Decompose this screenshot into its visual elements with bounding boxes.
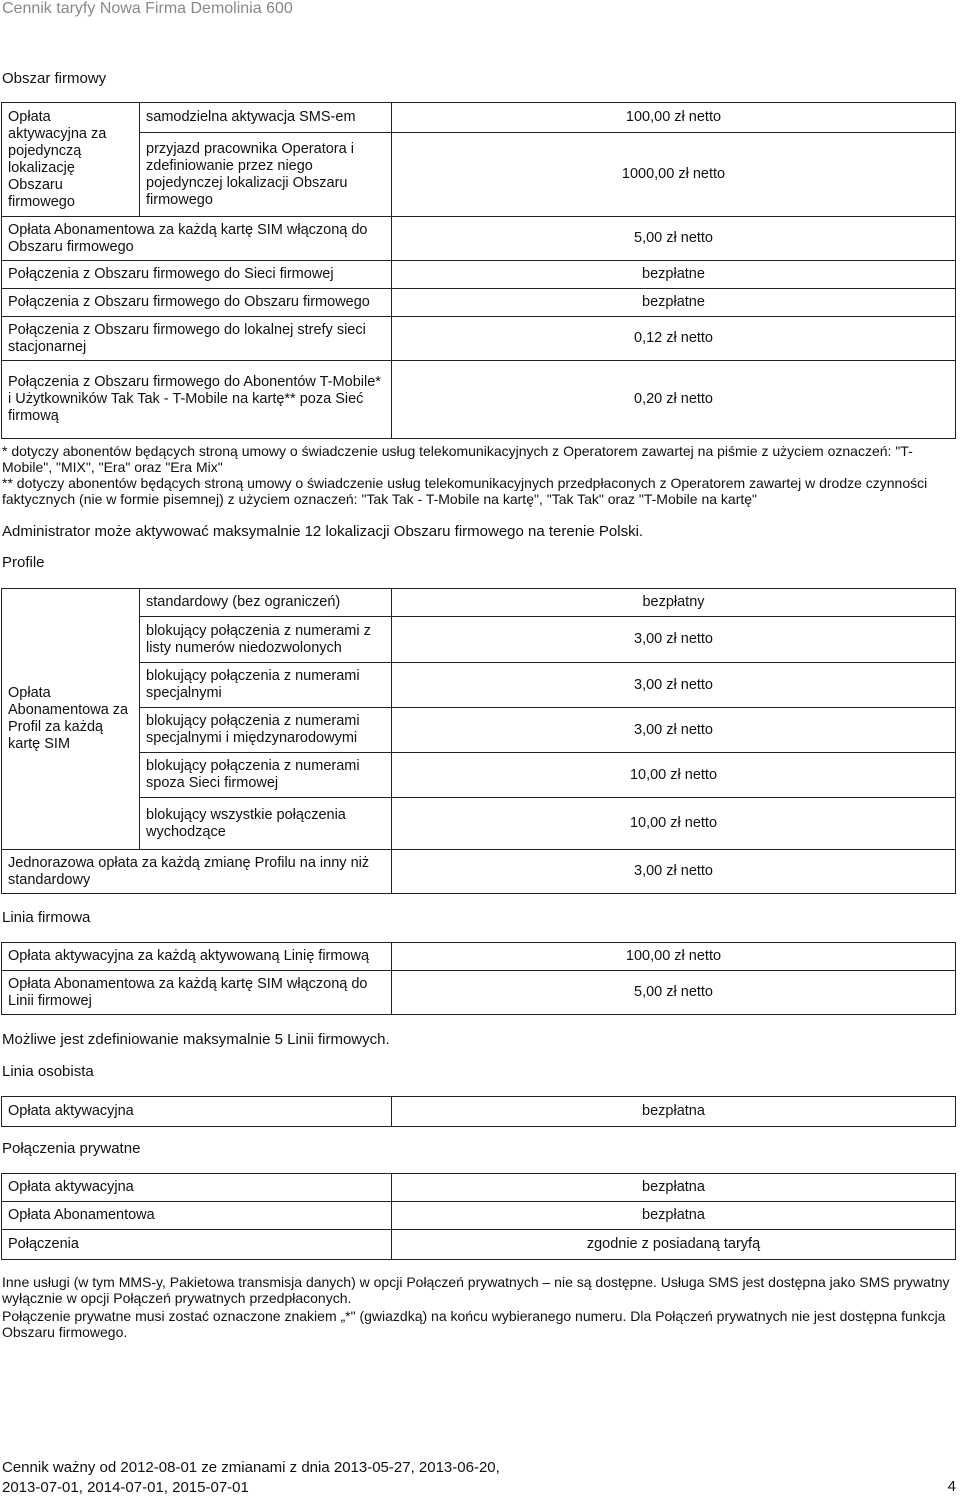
document-title: Cennik taryfy Nowa Firma Demolinia 600: [2, 0, 293, 17]
row-label: blokujący połączenia z numerami z listy numerów niedozwolonych: [140, 617, 392, 663]
table-row: [2, 971, 956, 1015]
admin-note: Administrator może aktywować maksymalnie 12 lokalizacji Obszaru firmowego na terenie Polski.: [2, 523, 644, 540]
row-value: 0,20 zł netto: [392, 361, 956, 439]
row-label-line2: i Użytkowników Tak Tak - T-Mobile na kartę** poza Sieć firmową: [8, 391, 364, 424]
table-row: [2, 217, 956, 261]
linia-firmowa-table: [1, 942, 956, 1015]
table-row: [2, 103, 956, 133]
row-value: bezpłatne: [392, 261, 956, 289]
table-row: [2, 617, 956, 663]
row-value: 3,00 zł netto: [392, 663, 956, 708]
row-label: Opłata aktywacyjna: [2, 1174, 392, 1202]
row-label: blokujący połączenia z numerami specjalnymi i międzynarodowymi: [140, 708, 392, 753]
row-value: 3,00 zł netto: [392, 850, 956, 894]
row-value: 10,00 zł netto: [392, 753, 956, 798]
table-row: [2, 753, 956, 798]
sms-activation-value: 100,00 zł netto: [392, 103, 956, 133]
row-label: Połączenia: [2, 1230, 392, 1260]
profile-table: [1, 588, 956, 894]
row-value: bezpłatna: [392, 1202, 956, 1230]
footer-validity-line2: 2013-07-01, 2014-07-01, 2015-07-01: [2, 1479, 249, 1496]
table-row: [2, 1174, 956, 1202]
row-label: blokujący połączenia z numerami spoza Sieci firmowej: [140, 753, 392, 798]
row-label-line1: Połączenia z Obszaru firmowego do Abonentów T-Mobile*: [8, 374, 381, 390]
table-row: [2, 1097, 956, 1127]
section-heading-linia-osobista: Linia osobista: [2, 1063, 94, 1080]
row-label: Opłata Abonamentowa za każdą kartę SIM włączoną do Linii firmowej: [2, 971, 392, 1015]
profile-group-label: Opłata Abonamentowa za Profil za każdą kartę SIM: [2, 589, 140, 850]
row-value: bezpłatna: [392, 1174, 956, 1202]
row-value: 3,00 zł netto: [392, 708, 956, 753]
row-label: Opłata Abonamentowa za każdą kartę SIM włączoną do Obszaru firmowego: [2, 217, 392, 261]
table-row: [2, 361, 956, 439]
activation-label: Opłata aktywacyjna za pojedynczą lokalizację Obszaru firmowego: [2, 103, 140, 217]
footnote-1: * dotyczy abonentów będących stroną umowy o świadczenie usług telekomunikacyjnych z Operatorem zawartej na piśmie z użyciem oznaczeń: "T-Mobile", "MIX", "Era" oraz "Era Mix": [2, 443, 913, 475]
bottom-note-2: Połączenie prywatne musi zostać oznaczone znakiem „*" (gwiazdką) na końcu wybieranego numeru. Dla Połączeń prywatnych nie jest dostępna funkcja Obszaru firmowego.: [2, 1308, 946, 1340]
linia-osobista-table: [1, 1096, 956, 1127]
table-row: [2, 289, 956, 317]
linia-firmowa-note: Możliwe jest zdefiniowanie maksymalnie 5 Linii firmowych.: [2, 1031, 390, 1048]
row-value: bezpłatne: [392, 289, 956, 317]
table-row: [2, 850, 956, 894]
table-row: [2, 317, 956, 361]
row-label: blokujący połączenia z numerami specjalnymi: [140, 663, 392, 708]
visit-activation-value: 1000,00 zł netto: [392, 133, 956, 217]
row-value: bezpłatna: [392, 1097, 956, 1127]
row-value: 10,00 zł netto: [392, 798, 956, 850]
row-label: Połączenia z Obszaru firmowego do Sieci firmowej: [2, 261, 392, 289]
table-row: [2, 1230, 956, 1260]
row-label: Opłata aktywacyjna: [2, 1097, 392, 1127]
table-row: [2, 133, 956, 217]
page-number: 4: [947, 1478, 956, 1495]
footnote-2: ** dotyczy abonentów będących stroną umowy o świadczenie usług telekomunikacyjnych przedpłaconych z Operatorem zawartej w drodze czynności faktycznych (nie w formie pisemnej) z użyciem oznaczeń: "Tak Tak - T-Mobile na kartę", "Tak Tak" oraz "T-Mobile na kartę": [2, 475, 928, 507]
row-label: Połączenia z Obszaru firmowego do lokalnej strefy sieci stacjonarnej: [2, 317, 392, 361]
row-label: Jednorazowa opłata za każdą zmianę Profilu na inny niż standardowy: [2, 850, 392, 894]
row-value: 100,00 zł netto: [392, 943, 956, 971]
sms-activation-label: samodzielna aktywacja SMS-em: [140, 103, 392, 133]
table-row: [2, 1202, 956, 1230]
prywatne-table: [1, 1173, 956, 1260]
table-row: [2, 943, 956, 971]
row-value: 3,00 zł netto: [392, 617, 956, 663]
section-heading-profile: Profile: [2, 554, 45, 571]
row-label: Połączenia z Obszaru firmowego do Obszaru firmowego: [2, 289, 392, 317]
row-value: zgodnie z posiadaną taryfą: [392, 1230, 956, 1260]
visit-activation-label: przyjazd pracownika Operatora i zdefiniowanie przez niego pojedynczej lokalizacji Obszaru firmowego: [140, 133, 392, 217]
table-row: [2, 589, 956, 617]
table-row: [2, 261, 956, 289]
row-value: 5,00 zł netto: [392, 971, 956, 1015]
obszar-table: [1, 102, 956, 439]
row-label: Opłata Abonamentowa: [2, 1202, 392, 1230]
table-row: [2, 798, 956, 850]
section-heading-polaczenia-prywatne: Połączenia prywatne: [2, 1140, 141, 1157]
table-row: [2, 663, 956, 708]
table-row: [2, 708, 956, 753]
footer-validity-line1: Cennik ważny od 2012-08-01 ze zmianami z dnia 2013-05-27, 2013-06-20,: [2, 1459, 500, 1476]
row-value: bezpłatny: [392, 589, 956, 617]
row-label: Opłata aktywacyjna za każdą aktywowaną Linię firmową: [2, 943, 392, 971]
bottom-note-1: Inne usługi (w tym MMS-y, Pakietowa transmisja danych) w opcji Połączeń prywatnych – nie są dostępne. Usługa SMS jest dostępna jako SMS prywatny wyłącznie w opcji Połączeń prywatnych przedpłaconych.: [2, 1274, 950, 1306]
row-label: blokujący wszystkie połączenia wychodzące: [140, 798, 392, 850]
section-heading-linia-firmowa: Linia firmowa: [2, 909, 91, 926]
row-label: standardowy (bez ograniczeń): [140, 589, 392, 617]
row-label: [2, 361, 392, 439]
row-value: 5,00 zł netto: [392, 217, 956, 261]
section-heading-obszar: Obszar firmowy: [2, 70, 107, 87]
row-value: 0,12 zł netto: [392, 317, 956, 361]
